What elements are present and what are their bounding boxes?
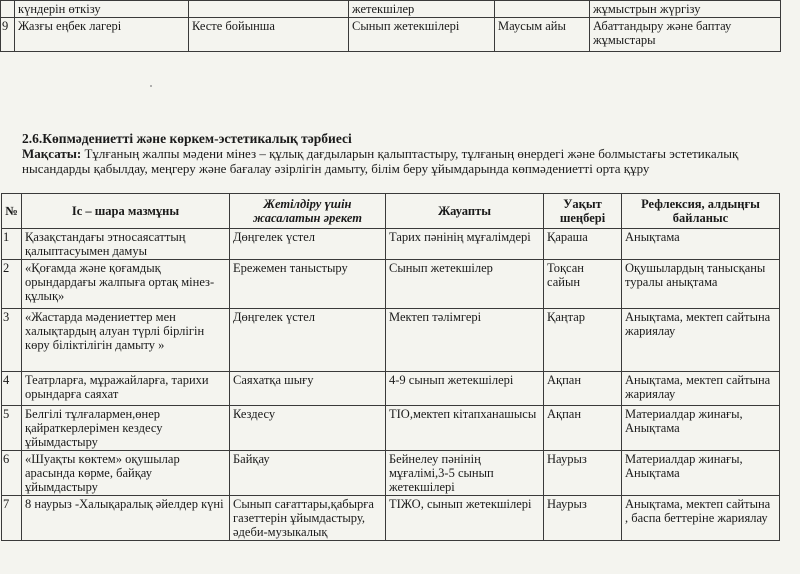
table-row xyxy=(2,229,780,260)
cell-num: 4 xyxy=(2,372,22,406)
cell-num xyxy=(1,1,15,18)
table-row xyxy=(2,496,780,541)
cell-time: Қаңтар xyxy=(544,309,622,372)
cell-event: «Жастарда мәдениеттер мен халықтардың алуан түрлі бірлігін көру біліктілігін дамыту » xyxy=(22,309,230,372)
cell-action: Дөңгелек үстел xyxy=(230,229,386,260)
cell-reflection: Материалдар жинағы, Анықтама xyxy=(622,451,780,496)
cell-responsible: Бейнелеу пәнінің мұғалімі,3-5 сынып жетекшілері xyxy=(386,451,544,496)
cell-c3: Сынып жетекшілері xyxy=(349,18,495,52)
cell-num: 1 xyxy=(2,229,22,260)
cell-reflection: Анықтама xyxy=(622,229,780,260)
table-row xyxy=(2,406,780,451)
header-responsible: Жауапты xyxy=(386,194,544,229)
cell-event: Қазақстандағы этносаясаттың қалыптасуымен дамуы xyxy=(22,229,230,260)
table-row xyxy=(1,18,781,52)
cell-c3: жетекшілер xyxy=(349,1,495,18)
goal-text: Тұлғаның жалпы мәдени мінез – құлық дағдыларын қалыптастыру, тұлғаның өнердегі және болмыстағы эстетикалық нысандарды қабылдау, меңгеру және бағалау әзірлігін дамыту, білім беру ұйымдарында көпмәдениетті орта құру xyxy=(22,146,739,176)
cell-time: Қараша xyxy=(544,229,622,260)
table-row xyxy=(2,372,780,406)
cell-time: Наурыз xyxy=(544,496,622,541)
table-row xyxy=(2,260,780,309)
cell-reflection: Анықтама, мектеп сайтына жариялау xyxy=(622,309,780,372)
header-num: № xyxy=(2,194,22,229)
cell-action: Кездесу xyxy=(230,406,386,451)
previous-section-table xyxy=(0,0,781,52)
cell-reflection: Анықтама, мектеп сайтына жариялау xyxy=(622,372,780,406)
header-reflection: Рефлексия, алдыңғы байланыс xyxy=(622,194,780,229)
cell-num: 3 xyxy=(2,309,22,372)
cell-reflection: Материалдар жинағы, Анықтама xyxy=(622,406,780,451)
cell-time: Ақпан xyxy=(544,372,622,406)
cell-c5: Абаттандыру және баптау жұмыстары xyxy=(590,18,781,52)
cell-c2 xyxy=(189,1,349,18)
goal-label: Мақсаты: xyxy=(22,146,82,161)
header-event: Іс – шара мазмұны xyxy=(22,194,230,229)
cell-reflection: Анықтама, мектеп сайтына , баспа беттеріне жариялау xyxy=(622,496,780,541)
cell-reflection: Оқушылардың танысқаны туралы анықтама xyxy=(622,260,780,309)
cell-event: Белгілі тұлғалармен,өнер қайраткерлерімен кездесу ұйымдастыру xyxy=(22,406,230,451)
cell-num: 7 xyxy=(2,496,22,541)
cell-event: 8 наурыз -Халықаралық әйелдер күні xyxy=(22,496,230,541)
cell-responsible: 4-9 сынып жетекшілері xyxy=(386,372,544,406)
cell-responsible: Мектеп тәлімгері xyxy=(386,309,544,372)
cell-c4: Маусым айы xyxy=(495,18,590,52)
cell-responsible: Тарих пәнінің мұғалімдері xyxy=(386,229,544,260)
cell-c1: күндерін өткізу xyxy=(15,1,189,18)
cell-event: Театрларға, мұражайларға, тарихи орындарға саяхат xyxy=(22,372,230,406)
section-goal xyxy=(22,146,782,176)
scan-speck xyxy=(150,85,152,87)
cell-time: Наурыз xyxy=(544,451,622,496)
section-title: 2.6.Көпмәдениетті және көркем-эстетикалық тәрбиесі xyxy=(22,131,352,146)
table-row xyxy=(1,1,781,18)
cell-num: 2 xyxy=(2,260,22,309)
header-action: Жетілдіру үшін жасалатын әрекет xyxy=(230,194,386,229)
header-time: Уақыт шеңбері xyxy=(544,194,622,229)
cell-num: 9 xyxy=(1,18,15,52)
cell-time: Тоқсан сайын xyxy=(544,260,622,309)
cell-time: Ақпан xyxy=(544,406,622,451)
cell-c5: жұмыстрын жүргізу xyxy=(590,1,781,18)
table-row xyxy=(2,451,780,496)
cell-event: «Қоғамда және қоғамдық орындардағы жалпыға ортақ мінез-құлық» xyxy=(22,260,230,309)
cell-responsible: ТІО,мектеп кітапханашысы xyxy=(386,406,544,451)
cell-num: 5 xyxy=(2,406,22,451)
table-row xyxy=(2,309,780,372)
cell-action: Сынып сағаттары,қабырға газеттерін ұйымдастыру, әдеби-музыкалық xyxy=(230,496,386,541)
cell-action: Дөңгелек үстел xyxy=(230,309,386,372)
cell-c1: Жазғы еңбек лагері xyxy=(15,18,189,52)
cell-c4 xyxy=(495,1,590,18)
cell-event: «Шуақты көктем» оқушылар арасында көрме, байқау ұйымдастыру xyxy=(22,451,230,496)
cell-action: Ережемен таныстыру xyxy=(230,260,386,309)
cell-action: Байқау xyxy=(230,451,386,496)
cell-num: 6 xyxy=(2,451,22,496)
cell-c2: Кесте бойынша xyxy=(189,18,349,52)
cell-action: Саяхатқа шығу xyxy=(230,372,386,406)
cell-responsible: ТІЖО, сынып жетекшілері xyxy=(386,496,544,541)
events-table xyxy=(1,193,780,541)
cell-responsible: Сынып жетекшілер xyxy=(386,260,544,309)
table-header-row xyxy=(2,194,780,229)
